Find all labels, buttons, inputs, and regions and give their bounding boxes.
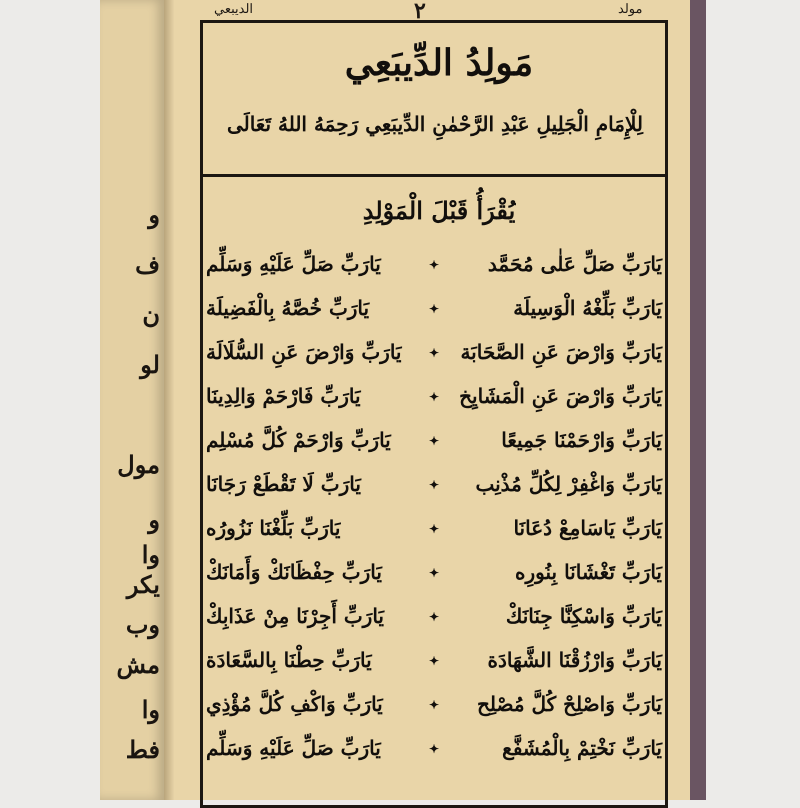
separator-mark: ✦	[428, 434, 440, 448]
verse-right: يَارَبِّ وَاغْفِرْ لِكُلِّ مُذْنِب	[475, 472, 662, 496]
separator-mark: ✦	[428, 742, 440, 756]
page-number: ٢	[414, 0, 426, 24]
verse-right: يَارَبِّ يَاسَامِعْ دُعَانَا	[513, 516, 662, 540]
verse-row	[206, 516, 662, 552]
verse-right: يَارَبِّ وَارْحَمْنَا جَمِيعًا	[501, 428, 662, 452]
separator-mark: ✦	[428, 302, 440, 316]
separator-mark: ✦	[428, 566, 440, 580]
left-page-fragment: وب	[125, 610, 160, 639]
verse-row	[206, 560, 662, 596]
verse-row	[206, 472, 662, 508]
header-divider	[200, 174, 668, 177]
verse-left: يَارَبِّ صَلِّ عَلَيْهِ وَسَلِّم	[206, 252, 381, 276]
page-title: مَولِدُ الدِّيبَعِي	[344, 42, 534, 84]
verse-row	[206, 428, 662, 464]
verse-row	[206, 384, 662, 420]
verse-left: يَارَبِّ وَارْحَمْ كُلَّ مُسْلِم	[206, 428, 391, 452]
separator-mark: ✦	[428, 478, 440, 492]
verse-row	[206, 604, 662, 640]
left-page-fragment: وا	[141, 540, 160, 569]
separator-mark: ✦	[428, 346, 440, 360]
verse-left: يَارَبِّ بَلِّغْنَا نَزُورُه	[206, 516, 341, 540]
verse-right: يَارَبِّ وَارْضَ عَنِ الْمَشَايِخ	[459, 384, 662, 408]
verse-right: يَارَبِّ وَارْزُقْنَا الشَّهَادَة	[487, 648, 662, 672]
left-page-fragment: يكر	[126, 570, 160, 599]
verse-left: يَارَبِّ حِفْظَانَكْ وَأَمَانَكْ	[206, 560, 382, 584]
left-page-fragment: مش	[116, 650, 160, 679]
separator-mark: ✦	[428, 610, 440, 624]
verse-row	[206, 252, 662, 288]
running-header-right: مولد	[618, 2, 643, 17]
verse-left: يَارَبِّ وَاكْفِ كُلَّ مُؤْذِي	[206, 692, 383, 716]
verse-right: يَارَبِّ وَاصْلِحْ كُلَّ مُصْلِح	[476, 692, 662, 716]
verse-row	[206, 736, 662, 772]
left-page-fragment: لو	[140, 350, 160, 379]
left-page-fragment: فط	[125, 735, 160, 764]
verse-right: يَارَبِّ وَاسْكِنَّا جِنَانَكْ	[505, 604, 662, 628]
book-page	[174, 0, 690, 800]
left-page-fragment: وا	[141, 695, 160, 724]
verse-left: يَارَبِّ خُصَّهُ بِالْفَضِيلَة	[206, 296, 370, 320]
verse-left: يَارَبِّ وَارْضَ عَنِ السُّلَالَة	[206, 340, 402, 364]
separator-mark: ✦	[428, 258, 440, 272]
verse-left: يَارَبِّ صَلِّ عَلَيْهِ وَسَلِّم	[206, 736, 381, 760]
verse-left: يَارَبِّ فَارْحَمْ وَالِدِينَا	[206, 384, 361, 408]
separator-mark: ✦	[428, 654, 440, 668]
left-page-fragment: و	[148, 505, 160, 534]
book-gutter	[164, 0, 174, 800]
book-cover-edge	[690, 0, 706, 800]
author-line: لِلْإِمَامِ الْجَلِيلِ عَبْدِ الرَّحْمٰنِ الدِّيبَعِي رَحِمَهُ اللهُ تَعَالَى	[226, 112, 644, 136]
verse-right: يَارَبِّ بَلِّغْهُ الْوَسِيلَة	[513, 296, 662, 320]
verse-right: يَارَبِّ وَارْضَ عَنِ الصَّحَابَة	[460, 340, 662, 364]
left-page	[100, 0, 164, 800]
separator-mark: ✦	[428, 390, 440, 404]
running-header-left: الديبعي	[214, 2, 254, 17]
verse-left: يَارَبِّ أَجِرْنَا مِنْ عَذَابِكْ	[206, 604, 384, 628]
verse-right: يَارَبِّ صَلِّ عَلٰى مُحَمَّد	[487, 252, 662, 276]
left-page-fragment: و	[148, 200, 160, 229]
verse-right: يَارَبِّ تَغْشَانَا بِنُورِه	[515, 560, 662, 584]
verse-right: يَارَبِّ نَخْتِمْ بِالْمُشَفَّع	[502, 736, 662, 760]
left-page-fragment: ف	[135, 250, 160, 279]
left-page-fragment: مول	[117, 450, 160, 479]
verse-row	[206, 692, 662, 728]
left-page-fragment: ن	[142, 300, 160, 329]
verse-left: يَارَبِّ حِطْنَا بِالسَّعَادَة	[206, 648, 372, 672]
verse-row	[206, 296, 662, 332]
verse-row	[206, 340, 662, 376]
verse-row	[206, 648, 662, 684]
separator-mark: ✦	[428, 522, 440, 536]
separator-mark: ✦	[428, 698, 440, 712]
verse-left: يَارَبِّ لَا تَقْطَعْ رَجَانَا	[206, 472, 361, 496]
section-heading: يُقْرَأُ قَبْلَ الْمَوْلِدِ	[362, 196, 516, 225]
